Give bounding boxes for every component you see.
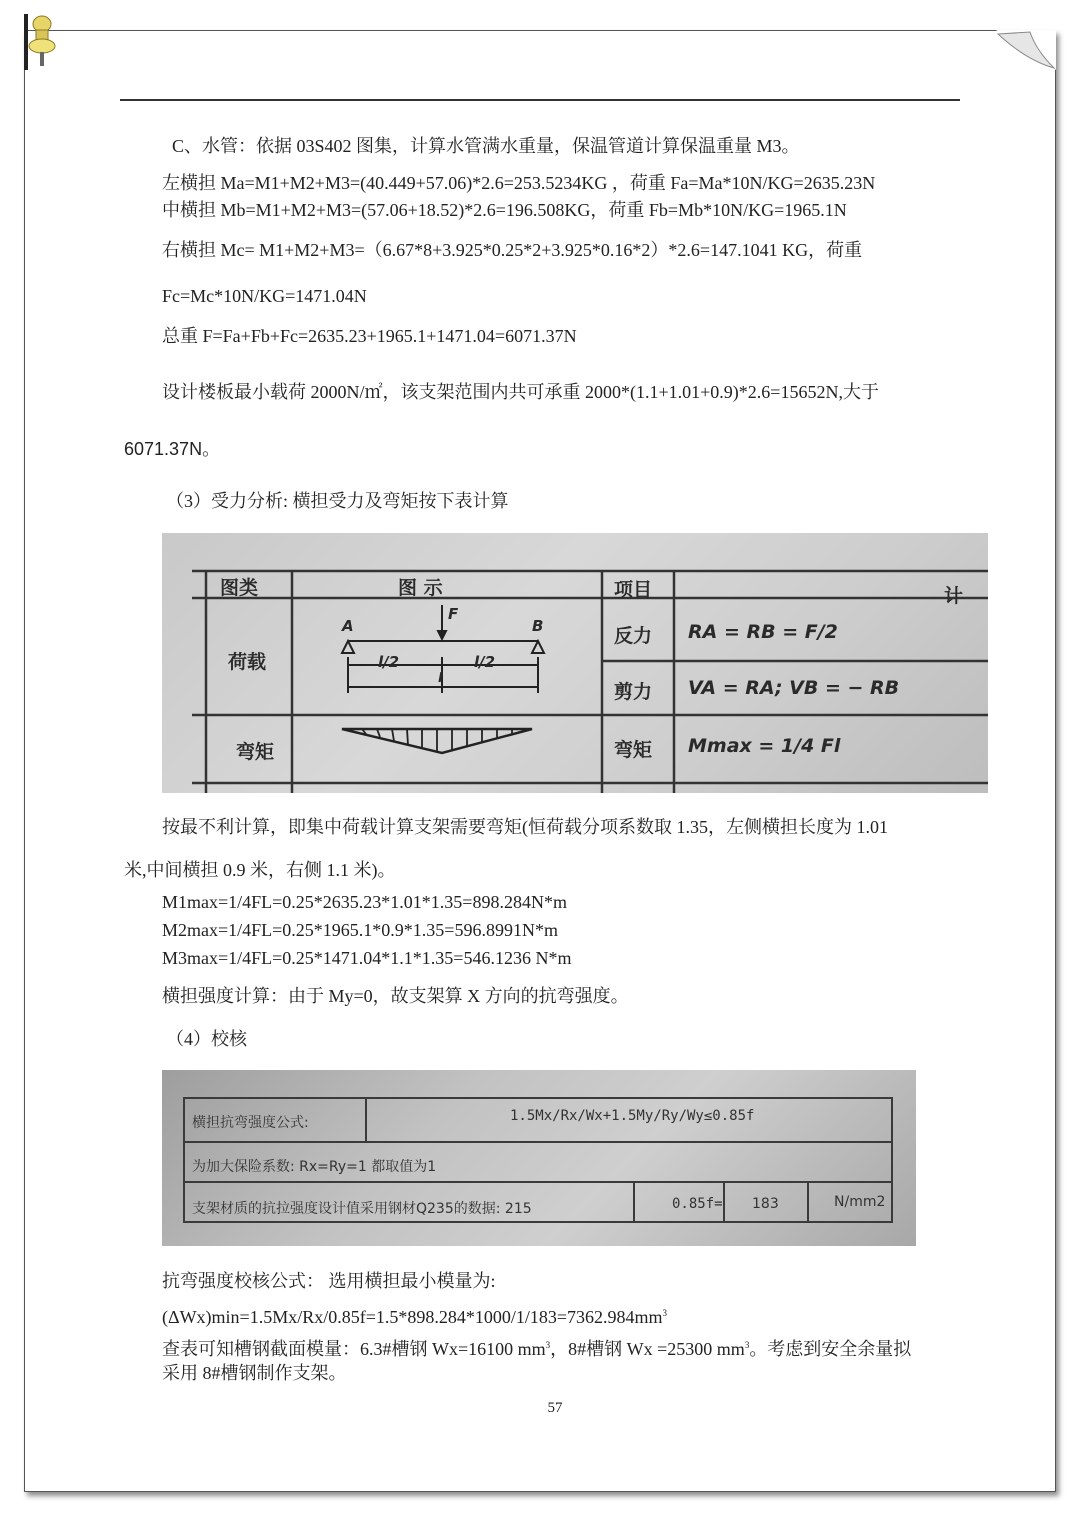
item-shear: 剪力 [614, 681, 653, 703]
text-line: 抗弯强度校核公式： 选用横担最小模量为: [162, 1271, 496, 1291]
r1-label: 横担抗弯强度公式: [192, 1115, 309, 1131]
beam-label-b: B [532, 617, 544, 635]
text-line: 中横担 Mb=M1+M2+M3=(57.06+18.52)*2.6=196.508KG，荷重 Fb=Mb*10N/KG=1965.1N [162, 200, 847, 220]
r3-label: 支架材质的抗拉强度设计值采用钢材Q235的数据: 215 [192, 1201, 532, 1217]
text-line: Fc=Mc*10N/KG=1471.04N [162, 286, 367, 306]
text-line: $(\Delta Wx)\min=1.5Mx/Rx/0.85f=1.5*898.284*1000/1/183=7362.984mm^3$ [162, 1307, 668, 1327]
formula-shear: VA = RA; VB = − RB [688, 677, 900, 699]
r3-f: 0.85f= [672, 1196, 723, 1212]
header-diagram: 图 示 [398, 577, 443, 599]
text-line: 总重 F=Fa+Fb+Fc=2635.23+1965.1+1471.04=6071.37N [162, 326, 577, 346]
text-line: 米,中间横担 0.9 米，右侧 1.1 米)。 [124, 860, 396, 880]
text-line: C、水管：依据 03S402 图集，计算水管满水重量，保温管道计算保温重量 M3。 [172, 136, 800, 156]
r2-text: 为加大保险系数: Rx=Ry=1 都取值为1 [192, 1159, 437, 1175]
r1-formula: 1.5Mx/Rx/Wx+1.5My/Ry/Wy≤0.85f [510, 1108, 755, 1124]
text-line: 查表可知槽钢截面模量：6.3#槽钢 Wx=16100 $mm^3$，8#槽钢 Wx =25300 $mm^3$。考虑到安全余量拟 [162, 1339, 912, 1359]
text-line: 右横担 Mc= M1+M2+M3=（6.67*8+3.925*0.25*2+3.925*0.16*2）*2.6=147.1041 KG，荷重 [162, 240, 863, 260]
beam-label-half1: l/2 [378, 653, 400, 671]
text-line: M1max=1/4FL=0.25*2635.23*1.01*1.35=898.284N*m [162, 892, 567, 912]
section-heading: （4）校核 [166, 1029, 247, 1049]
formula-moment: Mmax = 1/4 Fl [688, 735, 841, 757]
beam-load-table-photo [162, 533, 988, 793]
r3-value: 183 [752, 1196, 779, 1212]
header-type: 图类 [220, 577, 259, 599]
pushpin-icon [22, 12, 58, 72]
row-moment-label: 弯矩 [236, 741, 275, 763]
section-heading: （3）受力分析: 横担受力及弯矩按下表计算 [166, 491, 509, 511]
text-line: 按最不利计算，即集中荷载计算支架需要弯矩(恒荷载分项系数取 1.35，左侧横担长度为 1.01 [162, 817, 888, 837]
text-line: M2max=1/4FL=0.25*1965.1*0.9*1.35=596.8991N*m [162, 920, 558, 940]
text-line: 设计楼板最小载荷 2000N/㎡，该支架范围内共可承重 2000*(1.1+1.01+0.9)*2.6=15652N,大于 [162, 382, 879, 402]
page-curl-icon [996, 30, 1056, 70]
beam-label-f: F [448, 605, 459, 623]
text-line: 横担强度计算：由于 My=0，故支架算 X 方向的抗弯强度。 [162, 986, 629, 1006]
header-item: 项目 [614, 579, 653, 601]
page-number: 57 [547, 1400, 563, 1416]
text-line: 采用 8#槽钢制作支架。 [162, 1363, 347, 1383]
beam-label-l: l [438, 671, 443, 686]
beam-label-a: A [342, 617, 354, 635]
item-moment: 弯矩 [614, 739, 653, 761]
text-line: 6071.37N。 [124, 439, 221, 459]
text-line: M3max=1/4FL=0.25*1471.04*1.1*1.35=546.1236 N*m [162, 948, 572, 968]
header-calc: 计 [944, 585, 964, 607]
row-load-label: 荷载 [228, 651, 267, 673]
table-grid [162, 533, 988, 793]
text-line: 左横担 Ma=M1+M2+M3=(40.449+57.06)*2.6=253.5234KG ，荷重 Fa=Ma*10N/KG=2635.23N [162, 173, 876, 193]
strength-check-table-photo [162, 1070, 916, 1246]
header-rule [120, 99, 960, 101]
formula-reaction: RA = RB = F/2 [688, 621, 838, 643]
item-reaction: 反力 [614, 625, 653, 647]
beam-label-half2: l/2 [474, 653, 496, 671]
r3-unit: N/mm2 [834, 1194, 886, 1210]
